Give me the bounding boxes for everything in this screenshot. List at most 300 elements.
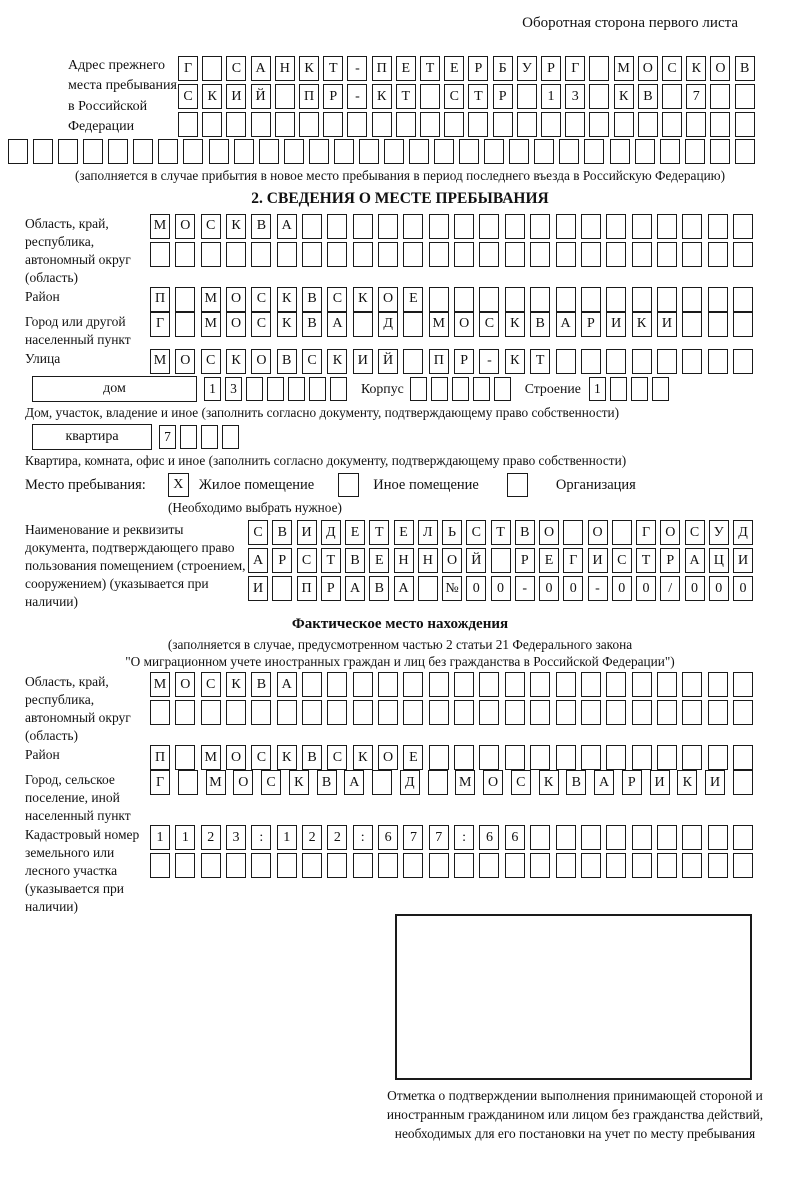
char-box: Е [396, 56, 416, 81]
char-box [479, 853, 499, 878]
char-box [347, 112, 367, 137]
char-box [429, 242, 449, 267]
char-box: М [206, 770, 226, 795]
checkbox-inoe [338, 473, 359, 497]
char-box: 0 [539, 576, 559, 601]
char-box: С [201, 214, 221, 239]
char-box [708, 214, 728, 239]
char-box: Р [323, 84, 343, 109]
char-box: А [248, 548, 268, 573]
char-box [517, 112, 537, 137]
checkbox-zhiloe: X [168, 473, 189, 497]
char-box [83, 139, 103, 164]
document-field [25, 520, 800, 611]
char-box: Е [345, 520, 365, 545]
char-box: О [226, 312, 246, 337]
char-box [635, 139, 655, 164]
char-box: Е [539, 548, 559, 573]
char-box [403, 700, 423, 725]
char-box [657, 745, 677, 770]
char-box: К [289, 770, 309, 795]
char-box: Г [563, 548, 583, 573]
street-label: Улица [25, 350, 61, 366]
char-box [246, 377, 263, 401]
char-box [429, 214, 449, 239]
char-box: Р [581, 312, 601, 337]
char-box [403, 349, 423, 374]
char-box: П [150, 745, 170, 770]
char-box [733, 287, 753, 312]
char-box [505, 853, 525, 878]
char-box [505, 700, 525, 725]
char-box [267, 377, 284, 401]
char-box [403, 672, 423, 697]
char-box [530, 287, 550, 312]
actual-city-field [25, 770, 800, 825]
prev-address-label: Адрес прежнего места пребывания в Российской Федерации [68, 58, 177, 134]
char-box [403, 214, 423, 239]
char-box [494, 377, 511, 401]
char-box [454, 242, 474, 267]
char-box [682, 700, 702, 725]
char-box: М [201, 287, 221, 312]
char-box [632, 853, 652, 878]
char-box: Л [418, 520, 438, 545]
char-box [581, 214, 601, 239]
char-box: - [588, 576, 608, 601]
char-box: 1 [204, 377, 221, 401]
char-box [454, 287, 474, 312]
char-box [581, 242, 601, 267]
char-box: 1 [589, 377, 606, 401]
char-box [431, 377, 448, 401]
char-box: М [201, 312, 221, 337]
char-box: / [660, 576, 680, 601]
actual-region-field [25, 672, 800, 745]
char-box: К [686, 56, 706, 81]
char-box: К [277, 745, 297, 770]
char-box [353, 242, 373, 267]
char-box [610, 139, 630, 164]
char-box: А [277, 672, 297, 697]
char-box: Ц [709, 548, 729, 573]
prev-address-row-2 [178, 84, 755, 109]
char-box: К [505, 349, 525, 374]
char-box [378, 242, 398, 267]
char-box [708, 745, 728, 770]
char-box [493, 112, 513, 137]
char-box [606, 672, 626, 697]
char-box [259, 139, 279, 164]
char-box [632, 287, 652, 312]
char-box [396, 112, 416, 137]
char-box: Т [530, 349, 550, 374]
char-box [556, 672, 576, 697]
stroenie-label: Строение [524, 380, 581, 396]
char-box [226, 242, 246, 267]
char-box: 7 [159, 425, 176, 449]
char-box: С [327, 287, 347, 312]
char-box: Н [275, 56, 295, 81]
document-row-2 [248, 548, 753, 573]
char-box [682, 242, 702, 267]
char-box: У [709, 520, 729, 545]
cadastral-row-2 [150, 853, 753, 878]
actual-location-note-2: "О миграционном учете иностранных граждан и лиц без гражданства в Российской Федерации") [125, 654, 675, 670]
char-box: Е [369, 548, 389, 573]
char-box [682, 745, 702, 770]
char-box: Т [369, 520, 389, 545]
char-box: А [277, 214, 297, 239]
char-box [581, 672, 601, 697]
char-box [606, 700, 626, 725]
char-box: 0 [685, 576, 705, 601]
char-box: А [251, 56, 271, 81]
char-box [202, 112, 222, 137]
char-box: О [588, 520, 608, 545]
actual-region-row-2 [150, 700, 753, 725]
char-box [428, 770, 448, 795]
char-box [334, 139, 354, 164]
char-box [563, 520, 583, 545]
char-box [733, 770, 753, 795]
char-box: И [705, 770, 725, 795]
char-box [378, 214, 398, 239]
char-box: О [378, 745, 398, 770]
char-box: 3 [225, 377, 242, 401]
char-box [559, 139, 579, 164]
char-box [178, 112, 198, 137]
char-box [452, 377, 469, 401]
char-box: А [594, 770, 614, 795]
char-box: Г [178, 56, 198, 81]
char-box [454, 853, 474, 878]
char-box [226, 112, 246, 137]
char-box: 1 [175, 825, 195, 850]
char-box [251, 700, 271, 725]
char-box [632, 672, 652, 697]
char-box [353, 312, 373, 337]
char-box [534, 139, 554, 164]
char-box: 2 [327, 825, 347, 850]
char-box: Р [622, 770, 642, 795]
char-box [158, 139, 178, 164]
char-box [589, 84, 609, 109]
char-box [708, 242, 728, 267]
char-box: В [566, 770, 586, 795]
char-box: С [201, 672, 221, 697]
char-box [454, 672, 474, 697]
char-box [479, 214, 499, 239]
char-box: И [606, 312, 626, 337]
char-box [733, 312, 753, 337]
char-box: Т [396, 84, 416, 109]
char-box: С [466, 520, 486, 545]
char-box: Й [251, 84, 271, 109]
char-box: Й [466, 548, 486, 573]
char-box [708, 853, 728, 878]
char-box [327, 700, 347, 725]
char-box [459, 139, 479, 164]
cadastral-rows [150, 825, 753, 916]
char-box: О [539, 520, 559, 545]
char-box [429, 853, 449, 878]
char-box: 0 [636, 576, 656, 601]
char-box: Д [378, 312, 398, 337]
char-box [682, 287, 702, 312]
char-box: У [517, 56, 537, 81]
char-box [556, 214, 576, 239]
char-box: В [515, 520, 535, 545]
region-row-2 [150, 242, 753, 267]
char-box: В [251, 214, 271, 239]
char-box [556, 853, 576, 878]
char-box: О [226, 287, 246, 312]
document-label: Наименование и реквизиты документа, подтверждающего право пользования помещением (строением, сооружением) (указывается при наличии) [25, 522, 246, 610]
char-box: К [226, 214, 246, 239]
char-box: К [277, 287, 297, 312]
char-box [299, 112, 319, 137]
char-box [632, 825, 652, 850]
char-box [429, 672, 449, 697]
char-box [302, 214, 322, 239]
char-box: - [347, 84, 367, 109]
checkbox-organizatsiya [507, 473, 528, 497]
char-box [491, 548, 511, 573]
char-box [530, 700, 550, 725]
char-box [505, 672, 525, 697]
char-box: К [677, 770, 697, 795]
char-box [234, 139, 254, 164]
char-box [685, 139, 705, 164]
char-box [359, 139, 379, 164]
char-box: В [317, 770, 337, 795]
house-box-label: дом [32, 376, 197, 402]
char-box: Т [468, 84, 488, 109]
prev-address-row-3 [178, 112, 755, 137]
char-box: Р [321, 576, 341, 601]
char-box [606, 853, 626, 878]
char-box: С [297, 548, 317, 573]
char-box [272, 576, 292, 601]
char-box [473, 377, 490, 401]
char-box [275, 84, 295, 109]
char-box: К [226, 672, 246, 697]
char-box [735, 84, 755, 109]
char-box [175, 312, 195, 337]
char-box [277, 853, 297, 878]
char-box: К [353, 287, 373, 312]
char-box: С [226, 56, 246, 81]
prev-address-rows [178, 56, 755, 137]
region-row-1 [150, 214, 753, 239]
char-box [33, 139, 53, 164]
char-box [657, 825, 677, 850]
char-box: П [297, 576, 317, 601]
char-box [201, 853, 221, 878]
char-box [372, 112, 392, 137]
char-box: А [344, 770, 364, 795]
char-box [8, 139, 28, 164]
char-box: 1 [150, 825, 170, 850]
document-row-3 [248, 576, 753, 601]
char-box [505, 242, 525, 267]
actual-location-note-1: (заполняется в случае, предусмотренном частью 2 статьи 21 Федерального закона [167, 636, 633, 652]
option-zhiloe-label: Жилое помещение [198, 476, 315, 493]
char-box: С [511, 770, 531, 795]
char-box [479, 242, 499, 267]
char-box: Р [272, 548, 292, 573]
char-box: В [369, 576, 389, 601]
char-box: Д [400, 770, 420, 795]
char-box [733, 672, 753, 697]
char-box [183, 139, 203, 164]
char-box [556, 825, 576, 850]
char-box [632, 214, 652, 239]
char-box: Р [541, 56, 561, 81]
char-box: О [710, 56, 730, 81]
house-note: Дом, участок, владение и иное (заполнить согласно документу, подтверждающему право собственности) [25, 404, 620, 420]
char-box [530, 214, 550, 239]
district-field [25, 287, 800, 312]
char-box [302, 242, 322, 267]
korpus-cells [410, 377, 511, 401]
char-box [484, 139, 504, 164]
option-organizatsiya-label: Организация [555, 476, 636, 493]
char-box [201, 425, 218, 449]
char-box: К [353, 745, 373, 770]
char-box: П [372, 56, 392, 81]
char-box [150, 700, 170, 725]
char-box [378, 700, 398, 725]
char-box: 0 [563, 576, 583, 601]
char-box [353, 672, 373, 697]
char-box [353, 700, 373, 725]
char-box: А [345, 576, 365, 601]
char-box: 0 [466, 576, 486, 601]
char-box: А [556, 312, 576, 337]
char-box [302, 700, 322, 725]
char-box: К [539, 770, 559, 795]
char-box: С [662, 56, 682, 81]
char-box: : [353, 825, 373, 850]
char-box [309, 139, 329, 164]
char-box [556, 349, 576, 374]
char-box: В [735, 56, 755, 81]
char-box: К [327, 349, 347, 374]
char-box: А [327, 312, 347, 337]
char-box: К [277, 312, 297, 337]
char-box [201, 700, 221, 725]
apartment-row [32, 424, 800, 450]
char-box [606, 287, 626, 312]
char-box [251, 853, 271, 878]
city-field [25, 312, 800, 349]
document-rows [248, 520, 753, 611]
stamp-caption: Отметка о подтверждении выполнения принимающей стороной и иностранным гражданином или лицом без гражданства действий, необходимых для его постановки на учет по месту пребывания [386, 1088, 764, 1142]
char-box: С [479, 312, 499, 337]
char-box: С [251, 287, 271, 312]
char-box: И [297, 520, 317, 545]
char-box [710, 84, 730, 109]
char-box [309, 377, 326, 401]
char-box: С [261, 770, 281, 795]
apartment-note: Квартира, комната, офис и иное (заполнить согласно документу, подтверждающему право собственности) [25, 452, 627, 468]
char-box: 2 [302, 825, 322, 850]
char-box [251, 242, 271, 267]
char-box: Ь [442, 520, 462, 545]
char-box [505, 287, 525, 312]
char-box [632, 349, 652, 374]
char-box: И [353, 349, 373, 374]
char-box [606, 242, 626, 267]
char-box [454, 214, 474, 239]
char-box: 7 [403, 825, 423, 850]
char-box: Й [378, 349, 398, 374]
char-box: О [483, 770, 503, 795]
char-box: С [201, 349, 221, 374]
char-box [175, 242, 195, 267]
char-box: 6 [378, 825, 398, 850]
char-box: К [372, 84, 392, 109]
char-box: Б [493, 56, 513, 81]
char-box [733, 214, 753, 239]
char-box [180, 425, 197, 449]
char-box: В [530, 312, 550, 337]
char-box: И [657, 312, 677, 337]
char-box: Е [444, 56, 464, 81]
char-box: Г [565, 56, 585, 81]
cadastral-field [25, 825, 800, 916]
char-box [652, 377, 669, 401]
char-box: О [233, 770, 253, 795]
char-box [708, 700, 728, 725]
char-box: № [442, 576, 462, 601]
char-box: 7 [686, 84, 706, 109]
char-box [353, 853, 373, 878]
prev-address-note: (заполняется в случае прибытия в новое место пребывания в период последнего въезда в Российскую Федерацию) [74, 168, 726, 184]
char-box [581, 825, 601, 850]
char-box: Р [515, 548, 535, 573]
char-box [468, 112, 488, 137]
actual-district-field [25, 745, 800, 770]
char-box [403, 312, 423, 337]
region-rows [150, 214, 753, 287]
char-box [175, 853, 195, 878]
char-box [581, 853, 601, 878]
char-box [632, 242, 652, 267]
char-box [733, 745, 753, 770]
char-box [133, 139, 153, 164]
char-box: Т [636, 548, 656, 573]
char-box: В [345, 548, 365, 573]
region-field [25, 214, 800, 287]
char-box: В [302, 745, 322, 770]
char-box [530, 672, 550, 697]
char-box: В [302, 312, 322, 337]
char-box [631, 377, 648, 401]
char-box [226, 853, 246, 878]
stroenie-cells [589, 377, 669, 401]
char-box [530, 853, 550, 878]
region-label: Область, край, республика, автономный округ (область) [25, 215, 131, 285]
char-box [584, 139, 604, 164]
char-box: Р [493, 84, 513, 109]
char-box [662, 84, 682, 109]
actual-district-row [150, 745, 753, 770]
char-box [429, 287, 449, 312]
char-box: 6 [505, 825, 525, 850]
